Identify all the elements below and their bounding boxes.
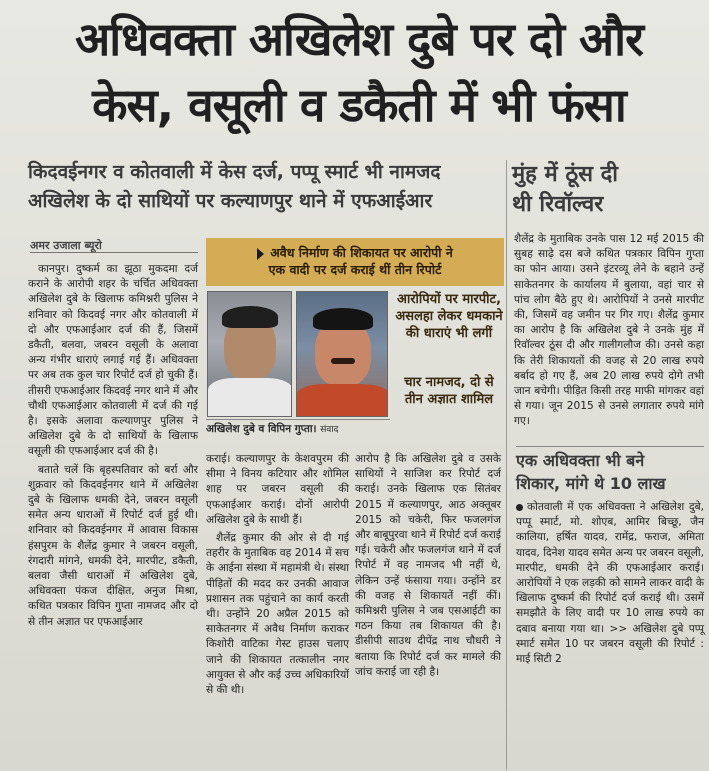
side-subsection-body [516, 500, 704, 667]
subheadline [28, 158, 500, 216]
side-title-line-1: मुंह में ठूंस दी [512, 162, 619, 187]
banner-line-1 [206, 244, 504, 261]
caption-text: अखिलेश दुबे व विपिन गुप्ता। [206, 423, 317, 435]
headline-line-1: अधिवक्ता अखिलेश दुबे पर दो और [75, 12, 643, 66]
side-story-title [512, 160, 702, 220]
photo-caption [206, 419, 390, 436]
subhead-line-1: किदवईनगर व कोतवाली में केस दर्ज, पप्पू स्मार्ट भी नामजद [28, 161, 441, 183]
col1-paragraph-2: बताते चलें कि बृहस्पतिवार को बर्रा और शुक्रवार को किदवईनगर थाने में अखिलेश दुबे के खिलाफ धमकी देने, जबरन वसूली समेत अन्य धाराओं में रिपोर्ट दर्ज हुई थी। शनिवार को किदवईनगर में आवास विकास हंसपुरम के शैलेंद्र कुमार ने जबरन वसूली, रंगदारी मांगने, धमकी देने, मारपीट, डकैती, बलवा जैसी धाराओं में अखिलेश दुबे, अधिवक्ता पंकज दीक्षित, अनुज मिश्रा, कथित पत्रकार विपिन गुप्ता नामजद और दो से तीन अज्ञात पर एफआईआर [28, 463, 198, 628]
side-sub-text: कोतवाली में एक अधिवक्ता ने अखिलेश दुबे, पप्पू स्मार्ट, मो. शोएब, आमिर बिच्छू, जैन कालिया, हर्षित यादव, रामेंद्र, फराज, अमिता यादव, दिनेश यादव समेत अन्य पर जबरन वसूली, मारपीट, धमकी देने की एफआईआर कराई। आरोपियों ने एक लड़की को सामने लाकर वादी के खिलाफ दुष्कर्म की रिपोर्ट दर्ज कराई थी। उसमें समझौते के लिए वादी पर 10 लाख रुपये का दबाव बनाया गया था। >> अखिलेश दुबे पप्पू स्मार्ट समेत 10 पर जबरन वसूली की रिपोर्ट : माई सिटी 2 [516, 501, 704, 666]
side-sub-title-line-1: एक अधिवक्ता भी बने [516, 451, 645, 470]
side-title-line-2: थी रिवॉल्वर [512, 192, 604, 217]
side-story-body: शैलेंद्र के मुताबिक उनके पास 12 मई 2015 की सुबह साढ़े दस बजे कथित पत्रकार विपिन गुप्ता का फोन आया। उसने इंटरव्यू लेने के बहाने उन्हें साकेतनगर के कार्यालय में बुलाया, वहां चार से पांच लोग बैठे हुए थे। आरोपियों ने उनसे मारपीट की, जिसमें वह जमीन पर गिर गए। शैलेंद्र कुमार का आरोप है कि अखिलेश दुबे ने उनके मुंह में रिवॉल्वर ठूंस दी और गालीगलौज की। उनसे कहा कि तेरी शिकायतों की वजह से 20 लाख रुपये बर्बाद हो गए हैं, अब 20 लाख रुपये दोगे तभी जान बचेगी। पीड़ित किसी तरह माफी मांगकर वहां से गया। जून 2015 से उनसे लगातार रुपये मांगे गए। [514, 233, 704, 428]
main-headline [14, 6, 704, 138]
pullquote-1: आरोपियों पर मारपीट, असलहा लेकर धमकाने की धाराएं भी लगीं [395, 292, 503, 341]
article-column-1 [28, 262, 198, 633]
banner-text-1: अवैध निर्माण की शिकायत पर आरोपी ने [270, 245, 453, 260]
byline-divider [30, 252, 198, 253]
photo-vipin-gupta [296, 291, 388, 417]
column-divider [506, 160, 507, 770]
subhead-line-2: अखिलेश के दो साथियों पर कल्याणपुर थाने में एफआईआर [28, 190, 433, 212]
pullquote-2: चार नामजद, दो से तीन अज्ञात शामिल [404, 375, 494, 407]
hair-shape [222, 306, 278, 328]
shirt-shape [297, 384, 388, 417]
triangle-bullet-icon [257, 248, 264, 260]
mustache-shape [331, 358, 355, 364]
shirt-shape [208, 378, 292, 417]
side-sub-title-line-2: शिकार, मांगे थे 10 लाख [516, 474, 666, 493]
headline-line-2: केस, वसूली व डकैती में भी फंसा [92, 78, 626, 132]
hair-shape [313, 308, 373, 330]
col2-paragraph-2: शैलेंद्र कुमार की ओर से दी गई तहरीर के मुताबिक वह 2014 में सच के आईना संस्था में महामंत्री थे। संस्था पीड़ितों की मदद कर उनकी आवाज प्रशासन तक पहुंचाने का कार्य करती थी। उन्होंने 20 अप्रैल 2015 को साकेतनगर में अवैध निर्माण कराकर किशोरी वाटिका गेस्ट हाउस चलाए जाने की शिकायत तत्कालीन नगर आयुक्त से और कई उच्च अधिकारियों से की थी। [206, 532, 349, 697]
article-column-2 [206, 452, 349, 701]
caption-credit: संवाद [320, 425, 339, 435]
section-banner [206, 238, 504, 286]
byline: अमर उजाला ब्यूरो [30, 239, 102, 252]
bullet-icon [516, 504, 523, 511]
side-subsection-title [516, 446, 704, 495]
banner-line-2: एक वादी पर दर्ज कराई थीं तीन रिपोर्ट [268, 262, 442, 277]
col2-paragraph-1: कराई। कल्याणपुर के केशवपुरम की सीमा ने विनय कटियार और शोमिल शाह पर जबरन वसूली की एफआईआर कराई। दोनों आरोपी अखिलेश दुबे के साथी हैं। [206, 453, 349, 526]
article-column-3 [355, 452, 501, 683]
col3-paragraph-1: आरोप है कि अखिलेश दुबे व उसके साथियों ने साजिश कर रिपोर्ट दर्ज कराई। उनके खिलाफ एक सितंबर 2015 में कल्याणपुर, आठ अक्तूबर 2015 को चकेरी, फिर फजलगंज और बाबूपुरवा थाने में रिपोर्ट दर्ज कराई गई। चकेरी और फजलगंज थाने में दर्ज रिपोर्ट में वह नामजद भी नहीं थे, लेकिन उन्हें फंसाया गया। उन्होंने डर की वजह से शिकायतें नहीं कीं। कमिश्नरी पुलिस ने जब एसआईटी का गठन किया तब शिकायत की है। डीसीपी साउथ दीपेंद्र नाथ चौधरी ने बताया कि रिपोर्ट दर्ज कर मामले की जांच कराई जा रही है। [355, 453, 502, 678]
photo-akhilesh-dubey [207, 291, 292, 417]
col1-paragraph-1: कानपुर। दुष्कर्म का झूठा मुकदमा दर्ज कराने के आरोपी शहर के चर्चित अधिवक्ता अखिलेश दुबे के खिलाफ कमिश्नरी पुलिस ने शनिवार को किदवई नगर और कोतवाली में दो और एफआईआर दर्ज की हैं, जिसमें डकैती, बलवा, जबरन वसूली के अलावा अन्य गंभीर धाराएं लगाई गई हैं। अधिवक्ता पर अब तक कुल चार रिपोर्ट दर्ज हो चुकी हैं। तीसरी एफआईआर किदवई नगर थाने में और चौथी एफआईआर कोतवाली में दर्ज की गई है। इसके अलावा कल्याणपुर पुलिस ने अखिलेश दुबे के दो साथियों के खिलाफ वसूली की एफआईआर दर्ज की है। [28, 263, 198, 458]
